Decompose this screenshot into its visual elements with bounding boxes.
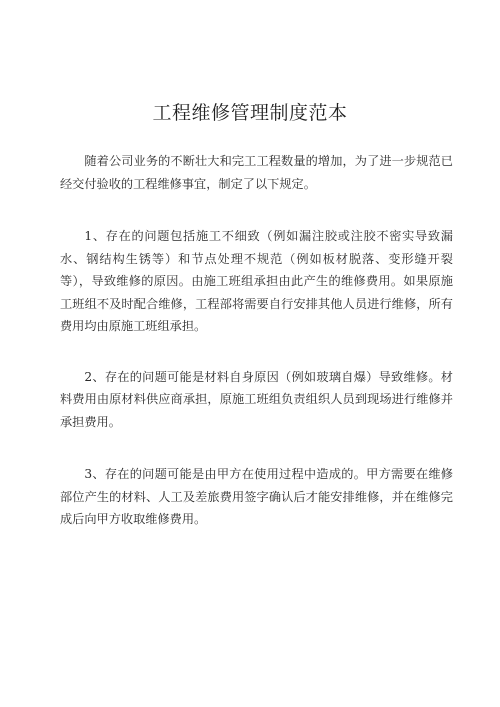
document-title: 工程维修管理制度范本 (152, 102, 348, 124)
document-body (60, 150, 453, 558)
rule-paragraph-1: 1、存在的问题包括施工不细致（例如漏注胶或注胶不密实导致漏水、钢结构生锈等）和节点处理不规范（例如板材脱落、变形缝开裂等），导致维修的原因。由施工班组承担由此产生的维修费用。如果原施工班组不及时配合维修，工程部将需要自行安排其他人员进行维修，所有费用均由原施工班组承担。 (60, 229, 453, 333)
rule-paragraph-2: 2、存在的问题可能是材料自身原因（例如玻璃自爆）导致维修。材料费用由原材料供应商承担，原施工班组负责组织人员到现场进行维修并承担费用。 (60, 369, 453, 429)
intro-paragraph: 随着公司业务的不断壮大和完工工程数量的增加，为了进一步规范已经交付验收的工程维修事宜，制定了以下规定。 (60, 154, 453, 191)
rule-paragraph-3: 3、存在的问题可能是由甲方在使用过程中造成的。甲方需要在维修部位产生的材料、人工及差旅费用签字确认后才能安排维修，并在维修完成后向甲方收取维修费用。 (60, 467, 453, 526)
